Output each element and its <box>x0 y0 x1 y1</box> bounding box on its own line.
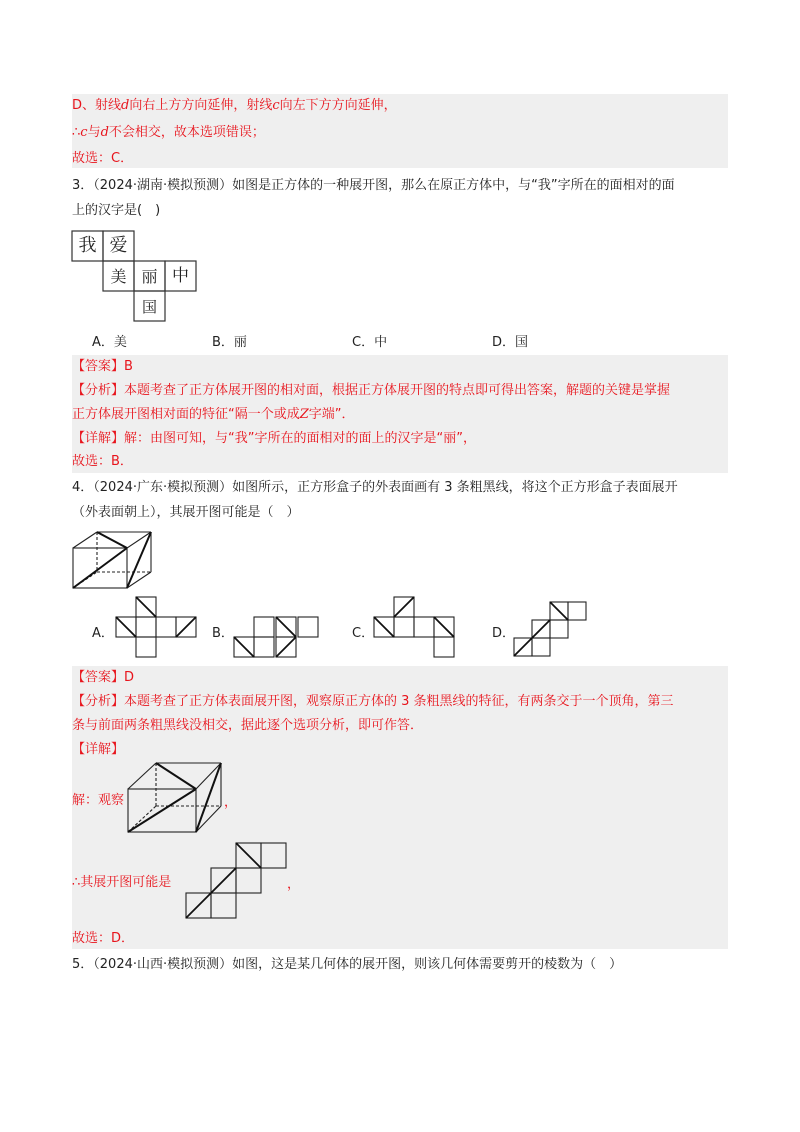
q4-observe-text: 解：观察 <box>72 793 125 808</box>
q4-stem-line1: 4．（2024·广东·模拟预测）如图所示，正方形盒子的外表面画有 3 条粗黑线，将这个正方形盒子表面展开 <box>72 480 678 495</box>
text: 不会相交，故本选项错误； <box>108 125 265 140</box>
q4-stem-line2: （外表面朝上），其展开图可能是（ ） <box>72 505 300 520</box>
q3-stem-line2: 上的汉字是( ) <box>72 203 161 218</box>
net-char-li: 丽 <box>141 267 158 286</box>
q4-detail-label: 【详解】 <box>72 742 125 757</box>
q3-option-c[interactable]: C．中 <box>352 335 388 350</box>
q3-detail: 【详解】解：由图可知，与“我”字所在的面相对的面上的汉字是“丽”， <box>72 431 476 446</box>
net-char-zhong: 中 <box>172 266 189 286</box>
q4-answer: 【答案】D <box>72 670 135 685</box>
q3-stem-line1: 3．（2024·湖南·模拟预测）如图是正方体的一种展开图，那么在原正方体中，与“我”字所在的面相对的面 <box>72 178 675 193</box>
q4-option-c-label[interactable]: C． <box>352 626 375 641</box>
q2-conclusion: 故选：C． <box>72 151 134 166</box>
q3-option-d[interactable]: D．国 <box>492 335 529 350</box>
q4-analysis-line2: 条与前面两条粗黑线没相交，据此逐个选项分析，即可作答． <box>72 718 424 733</box>
q4-observe-comma: ， <box>224 795 238 810</box>
q5-stem: 5．（2024·山西·模拟预测）如图，这是某几何体的展开图，则该几何体需要剪开的棱数为（ ） <box>72 957 623 972</box>
net-char-wo: 我 <box>78 235 97 256</box>
q3-option-b[interactable]: B．丽 <box>212 335 247 350</box>
q4-option-b-label[interactable]: B． <box>212 626 234 641</box>
net-char-mei: 美 <box>110 267 127 286</box>
q3-analysis-line1: 【分析】本题考查了正方体展开图的相对面，根据正方体展开图的特点即可得出答案，解题的关键是掌握 <box>72 383 671 398</box>
therefore-symbol: ∴ <box>72 125 81 140</box>
text: D、射线 <box>72 98 122 113</box>
net-char-ai: 爱 <box>109 235 128 256</box>
var-d: d <box>121 98 130 113</box>
q3-answer: 【答案】B <box>72 359 133 374</box>
q3-option-a[interactable]: A．美 <box>92 335 127 350</box>
net-char-guo: 国 <box>141 298 157 316</box>
q4-analysis-line1: 【分析】本题考查了正方体表面展开图，观察原正方体的 3 条粗黑线的特征，有两条交于一个顶角，第三 <box>72 694 674 709</box>
var-d: d <box>100 125 109 140</box>
q3-conclusion: 故选：B． <box>72 454 133 469</box>
q4-option-a-label[interactable]: A． <box>92 626 114 641</box>
q4-net-text: ∴其展开图可能是 <box>72 875 172 890</box>
var-c: c <box>80 125 88 140</box>
q4-net-comma: ， <box>287 877 301 892</box>
var-z: Z <box>299 407 309 422</box>
q4-option-d-label[interactable]: D． <box>492 626 516 641</box>
text: 字端”． <box>308 407 355 422</box>
text: 与 <box>87 125 101 140</box>
var-c: c <box>272 98 280 113</box>
text: 正方体展开图相对面的特征“隔一个或成 <box>72 407 300 422</box>
q4-conclusion: 故选：D． <box>72 931 135 946</box>
text: 向右上方方向延伸，射线 <box>129 98 273 113</box>
text: 向左下方方向延伸， <box>279 98 397 113</box>
